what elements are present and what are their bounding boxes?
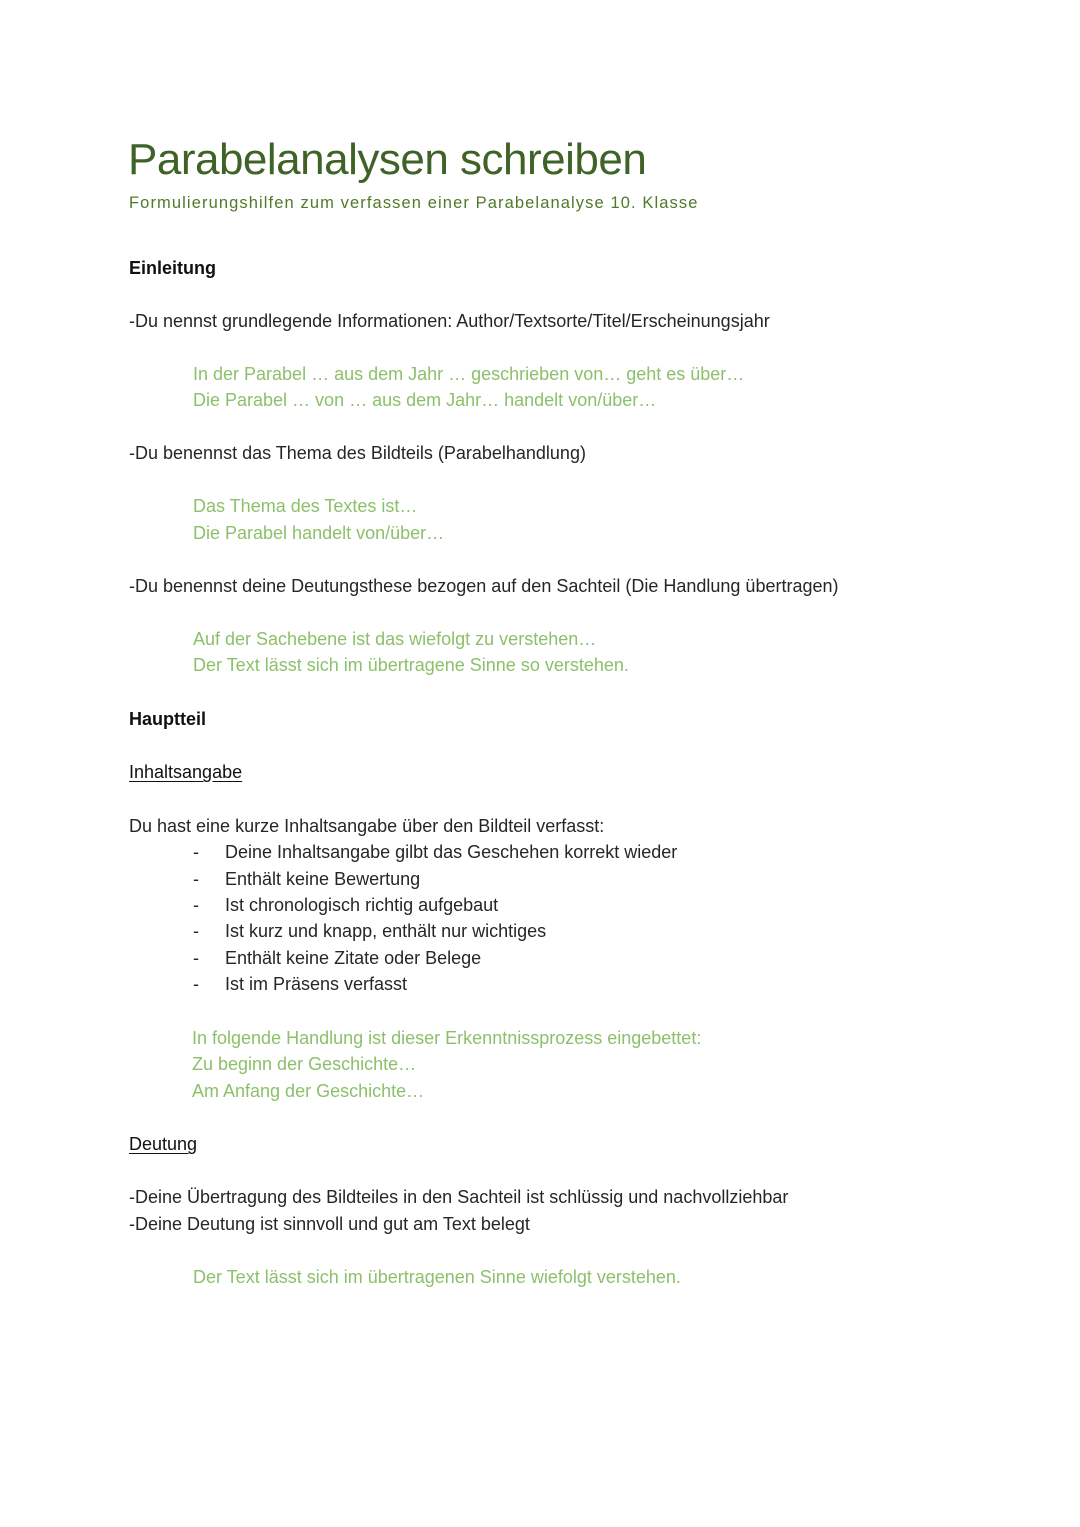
example-phrase: Das Thema des Textes ist… [193,496,418,516]
example-phrase: Der Text lässt sich im übertragene Sinne so verstehen. [193,655,629,675]
example-phrase: Auf der Sachebene ist das wiefolgt zu verstehen… [193,629,597,649]
list-item-text: Ist im Präsens verfasst [225,974,408,994]
einleitung-point-thema: -Du benennst das Thema des Bildteils (Parabelhandlung) [129,443,586,463]
subsection-heading-deutung: Deutung [129,1134,198,1154]
section-heading-einleitung: Einleitung [129,258,216,278]
list-item-text: Ist kurz und knapp, enthält nur wichtiges [225,921,547,941]
example-phrase: Die Parabel handelt von/über… [193,523,445,543]
bullet-dash: - [193,974,199,994]
subsection-heading-inhaltsangabe: Inhaltsangabe [129,762,243,782]
deutung-point-beleg: -Deine Deutung ist sinnvoll und gut am Text belegt [129,1214,530,1234]
list-item-text: Ist chronologisch richtig aufgebaut [225,895,499,915]
deutung-point-uebertragung: -Deine Übertragung des Bildteiles in den Sachteil ist schlüssig und nachvollziehbar [129,1187,789,1207]
list-item-text: Enthält keine Bewertung [225,869,421,889]
bullet-dash: - [193,842,199,862]
bullet-dash: - [193,921,199,941]
einleitung-point-info: -Du nennst grundlegende Informationen: Author/Textsorte/Titel/Erscheinungsjahr [129,311,770,331]
einleitung-point-deutungsthese: -Du benennst deine Deutungsthese bezogen auf den Sachteil (Die Handlung übertragen) [129,576,839,596]
document-subtitle: Formulierungshilfen zum verfassen einer Parabelanalyse 10. Klasse [129,194,699,212]
document-title: Parabelanalysen schreiben [128,135,647,184]
example-phrase: Zu beginn der Geschichte… [192,1054,417,1074]
example-phrase: Am Anfang der Geschichte… [192,1081,425,1101]
inhaltsangabe-intro: Du hast eine kurze Inhaltsangabe über den Bildteil verfasst: [129,816,605,836]
bullet-dash: - [193,869,199,889]
list-item-text: Enthält keine Zitate oder Belege [225,948,482,968]
list-item-text: Deine Inhaltsangabe gilbt das Geschehen korrekt wieder [225,842,678,862]
example-phrase: Der Text lässt sich im übertragenen Sinne wiefolgt verstehen. [193,1267,681,1287]
example-phrase: In folgende Handlung ist dieser Erkenntnissprozess eingebettet: [192,1028,702,1048]
bullet-dash: - [193,895,199,915]
example-phrase: Die Parabel … von … aus dem Jahr… handelt von/über… [193,390,657,410]
bullet-dash: - [193,948,199,968]
section-heading-hauptteil: Hauptteil [129,709,207,729]
example-phrase: In der Parabel … aus dem Jahr … geschrieben von… geht es über… [193,364,745,384]
